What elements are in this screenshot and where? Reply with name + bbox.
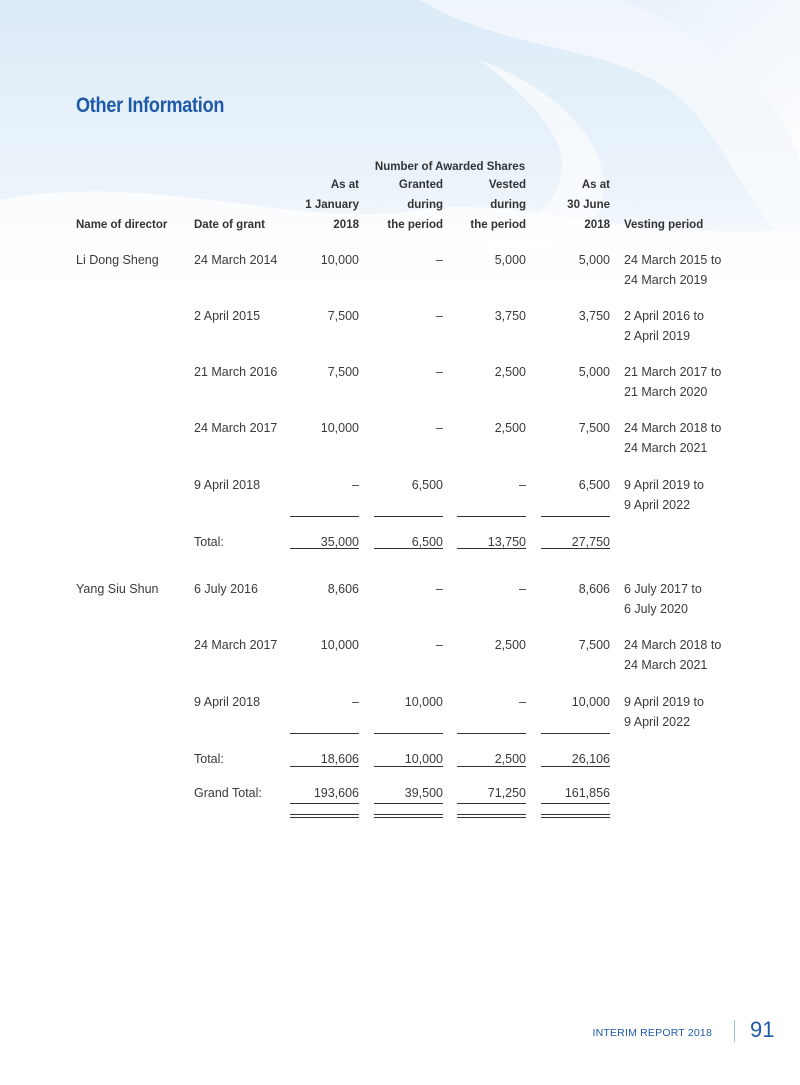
value-as-at-1-january: 193,606 <box>313 786 359 800</box>
value-granted: 39,500 <box>404 786 443 800</box>
column-header-4-line-2: 30 June <box>567 199 610 211</box>
vesting-period-end: 24 March 2021 <box>624 658 708 672</box>
value-as-at-1-january: 8,606 <box>327 582 359 596</box>
value-as-at-1-january: 7,500 <box>327 309 359 323</box>
director-name: Li Dong Sheng <box>76 253 159 267</box>
grand-total-rule <box>457 817 526 818</box>
column-header-3-line-3: the period <box>470 219 526 231</box>
column-header-2-line-2: during <box>407 199 443 211</box>
vesting-period-start: 24 March 2015 to <box>624 253 722 267</box>
value-vested: 2,500 <box>494 752 526 766</box>
vesting-period-end: 21 March 2020 <box>624 385 708 399</box>
value-as-at-1-january: – <box>352 695 359 709</box>
value-vested: – <box>519 695 526 709</box>
value-vested: – <box>519 582 526 596</box>
value-as-at-30-june: 3,750 <box>578 309 610 323</box>
grant-date: 21 March 2016 <box>194 365 278 379</box>
column-header-date: Date of grant <box>194 219 265 231</box>
column-header-1-line-3: 2018 <box>333 219 359 231</box>
value-as-at-30-june: 10,000 <box>571 695 610 709</box>
value-as-at-30-june: 7,500 <box>578 421 610 435</box>
column-header-1-line-2: 1 January <box>305 199 359 211</box>
value-granted: – <box>436 365 443 379</box>
value-vested: 2,500 <box>494 638 526 652</box>
value-vested: 71,250 <box>487 786 526 800</box>
value-granted: – <box>436 309 443 323</box>
vesting-period-start: 6 July 2017 to <box>624 582 702 596</box>
grand-total-rule <box>457 803 526 804</box>
vesting-period-start: 9 April 2019 to <box>624 695 704 709</box>
value-as-at-30-june: 7,500 <box>578 638 610 652</box>
total-label: Total: <box>194 535 224 549</box>
value-granted: – <box>436 582 443 596</box>
grant-date: 24 March 2017 <box>194 421 278 435</box>
total-label: Grand Total: <box>194 786 262 800</box>
value-as-at-30-june: 6,500 <box>578 478 610 492</box>
grand-total-rule <box>374 803 443 804</box>
vesting-period-end: 9 April 2022 <box>624 715 691 729</box>
value-vested: 3,750 <box>494 309 526 323</box>
value-as-at-1-january: 7,500 <box>327 365 359 379</box>
subtotal-rule <box>290 548 359 549</box>
subtotal-rule <box>290 516 359 517</box>
value-granted: 10,000 <box>404 752 443 766</box>
grand-total-rule <box>541 803 610 804</box>
subtotal-rule <box>290 733 359 734</box>
column-header-2-line-3: the period <box>387 219 443 231</box>
vesting-period-start: 21 March 2017 to <box>624 365 722 379</box>
footer-divider <box>734 1020 735 1042</box>
value-as-at-1-january: 18,606 <box>320 752 359 766</box>
footer-report-name: INTERIM REPORT 2018 <box>592 1027 712 1039</box>
column-header-vesting: Vesting period <box>624 219 704 231</box>
value-as-at-30-june: 8,606 <box>578 582 610 596</box>
grand-total-rule <box>374 817 443 818</box>
director-name: Yang Siu Shun <box>76 582 159 596</box>
grant-date: 9 April 2018 <box>194 695 261 709</box>
vesting-period-start: 2 April 2016 to <box>624 309 704 323</box>
column-header-2-line-1: Granted <box>398 179 443 191</box>
subtotal-rule <box>457 516 526 517</box>
value-as-at-30-june: 26,106 <box>571 752 610 766</box>
column-header-3-line-1: Vested <box>488 179 526 191</box>
value-as-at-30-june: 5,000 <box>578 253 610 267</box>
vesting-period-end: 2 April 2019 <box>624 329 691 343</box>
subtotal-rule <box>374 548 443 549</box>
value-as-at-1-january: 10,000 <box>320 638 359 652</box>
value-granted: 6,500 <box>411 478 443 492</box>
subtotal-rule <box>541 766 610 767</box>
vesting-period-start: 24 March 2018 to <box>624 638 722 652</box>
subtotal-rule <box>374 766 443 767</box>
grant-date: 2 April 2015 <box>194 309 261 323</box>
vesting-period-start: 9 April 2019 to <box>624 478 704 492</box>
page-number: 91 <box>750 1017 775 1042</box>
grant-date: 24 March 2014 <box>194 253 278 267</box>
grand-total-rule <box>290 814 359 815</box>
column-header-name: Name of director <box>76 219 168 231</box>
grant-date: 24 March 2017 <box>194 638 278 652</box>
subtotal-rule <box>541 733 610 734</box>
group-header: Number of Awarded Shares <box>374 161 526 173</box>
grant-date: 6 July 2016 <box>194 582 258 596</box>
grand-total-rule <box>541 814 610 815</box>
vesting-period-end: 24 March 2019 <box>624 273 708 287</box>
column-header-4-line-1: As at <box>581 179 610 191</box>
value-vested: – <box>519 478 526 492</box>
subtotal-rule <box>541 548 610 549</box>
value-granted: – <box>436 253 443 267</box>
value-as-at-1-january: – <box>352 478 359 492</box>
grand-total-rule <box>541 817 610 818</box>
subtotal-rule <box>457 733 526 734</box>
value-vested: 2,500 <box>494 365 526 379</box>
grand-total-rule <box>457 814 526 815</box>
value-vested: 5,000 <box>494 253 526 267</box>
grand-total-rule <box>290 817 359 818</box>
page-title: Other Information <box>76 94 225 117</box>
value-as-at-1-january: 10,000 <box>320 421 359 435</box>
value-as-at-30-june: 27,750 <box>571 535 610 549</box>
value-granted: 10,000 <box>404 695 443 709</box>
subtotal-rule <box>457 766 526 767</box>
vesting-period-end: 24 March 2021 <box>624 441 708 455</box>
value-granted: 6,500 <box>411 535 443 549</box>
grand-total-rule <box>290 803 359 804</box>
value-granted: – <box>436 421 443 435</box>
value-as-at-1-january: 10,000 <box>320 253 359 267</box>
subtotal-rule <box>374 516 443 517</box>
value-as-at-1-january: 35,000 <box>320 535 359 549</box>
value-as-at-30-june: 161,856 <box>564 786 610 800</box>
value-vested: 2,500 <box>494 421 526 435</box>
vesting-period-end: 6 July 2020 <box>624 602 688 616</box>
column-header-1-line-1: As at <box>330 179 359 191</box>
grand-total-rule <box>374 814 443 815</box>
value-as-at-30-june: 5,000 <box>578 365 610 379</box>
grant-date: 9 April 2018 <box>194 478 261 492</box>
column-header-4-line-3: 2018 <box>584 219 610 231</box>
subtotal-rule <box>457 548 526 549</box>
subtotal-rule <box>541 516 610 517</box>
value-vested: 13,750 <box>487 535 526 549</box>
value-granted: – <box>436 638 443 652</box>
vesting-period-start: 24 March 2018 to <box>624 421 722 435</box>
vesting-period-end: 9 April 2022 <box>624 498 691 512</box>
total-label: Total: <box>194 752 224 766</box>
subtotal-rule <box>374 733 443 734</box>
column-header-3-line-2: during <box>490 199 526 211</box>
subtotal-rule <box>290 766 359 767</box>
